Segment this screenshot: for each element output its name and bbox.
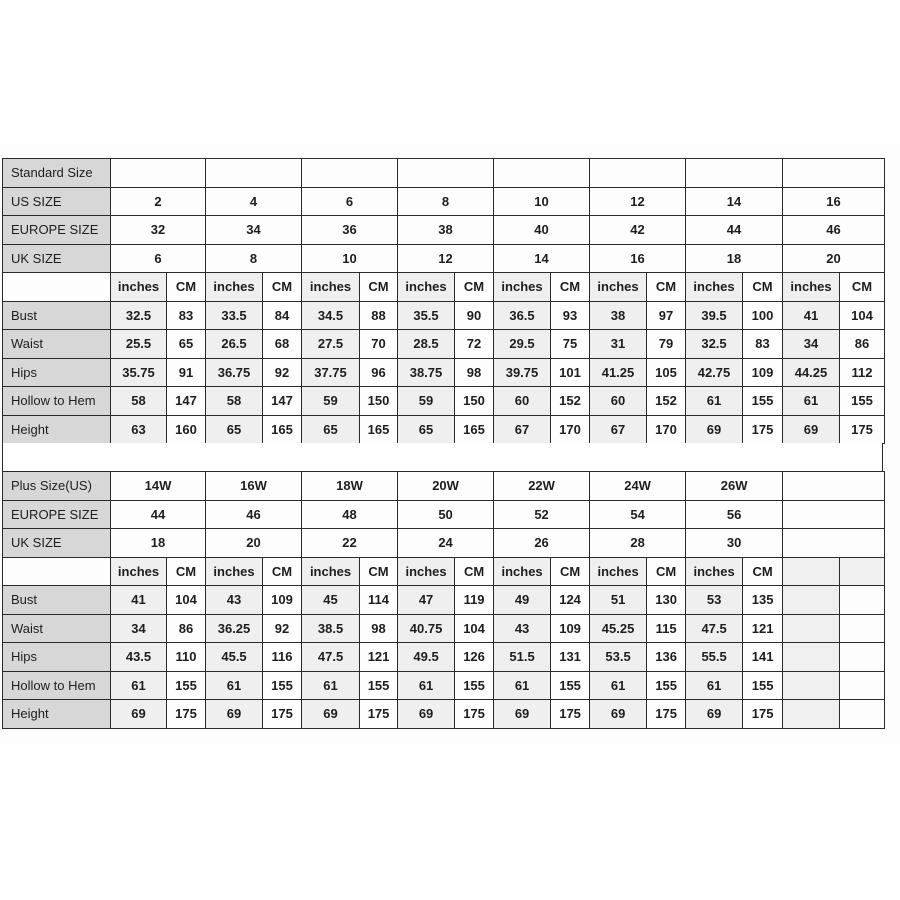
- inches-value: [783, 643, 840, 672]
- inches-value: 36.25: [206, 614, 263, 643]
- unit-cm-header: CM: [263, 273, 302, 302]
- unit-inches-header: inches: [686, 273, 743, 302]
- unit-inches-header: inches: [783, 273, 840, 302]
- unit-inches-header: inches: [494, 557, 551, 586]
- cm-value: 79: [647, 330, 686, 359]
- inches-value: 45.25: [590, 614, 647, 643]
- unit-inches-header: [783, 557, 840, 586]
- cm-value: 93: [551, 301, 590, 330]
- inches-value: 34.5: [302, 301, 360, 330]
- cm-value: 147: [263, 387, 302, 416]
- cm-value: 104: [167, 586, 206, 615]
- inches-value: 49.5: [398, 643, 455, 672]
- cm-value: 124: [551, 586, 590, 615]
- uk-size-cell: [783, 529, 885, 558]
- inches-value: 47.5: [686, 614, 743, 643]
- inches-value: 69: [111, 700, 167, 729]
- inches-value: 69: [206, 700, 263, 729]
- europe-size-cell: 44: [111, 500, 206, 529]
- cm-value: 90: [455, 301, 494, 330]
- inches-value: 37.75: [302, 358, 360, 387]
- uk-size-cell: 30: [686, 529, 783, 558]
- inches-value: 40.75: [398, 614, 455, 643]
- uk-size-row: [3, 244, 885, 273]
- inches-value: 43: [494, 614, 551, 643]
- inches-value: 61: [783, 387, 840, 416]
- unit-inches-header: inches: [302, 557, 360, 586]
- inches-value: 49: [494, 586, 551, 615]
- inches-value: 69: [398, 700, 455, 729]
- inches-value: 59: [398, 387, 455, 416]
- inches-value: 29.5: [494, 330, 551, 359]
- cm-value: 121: [743, 614, 783, 643]
- inches-value: 67: [590, 415, 647, 444]
- europe-size-cell: 48: [302, 500, 398, 529]
- measurement-row-hips: [3, 358, 885, 387]
- cm-value: 155: [551, 671, 590, 700]
- size-cell: [590, 159, 686, 188]
- size-cell: [783, 472, 885, 501]
- unit-cm-header: CM: [360, 273, 398, 302]
- inches-value: 42.75: [686, 358, 743, 387]
- inches-value: 61: [590, 671, 647, 700]
- cm-value: 175: [167, 700, 206, 729]
- inches-value: [783, 586, 840, 615]
- row-label: Bust: [3, 586, 111, 615]
- cm-value: 109: [551, 614, 590, 643]
- inches-value: 33.5: [206, 301, 263, 330]
- cm-value: 175: [455, 700, 494, 729]
- units-row: [3, 273, 885, 302]
- row-label: Standard Size: [3, 159, 111, 188]
- cm-value: 165: [263, 415, 302, 444]
- cm-value: 152: [551, 387, 590, 416]
- europe-size-cell: 54: [590, 500, 686, 529]
- uk-size-cell: 18: [686, 244, 783, 273]
- cm-value: 121: [360, 643, 398, 672]
- cm-value: 175: [743, 700, 783, 729]
- row-label: Plus Size(US): [3, 472, 111, 501]
- inches-value: 61: [686, 671, 743, 700]
- cm-value: 72: [455, 330, 494, 359]
- inches-value: 36.5: [494, 301, 551, 330]
- cm-value: 155: [840, 387, 885, 416]
- cm-value: 91: [167, 358, 206, 387]
- cm-value: 112: [840, 358, 885, 387]
- cm-value: 135: [743, 586, 783, 615]
- cm-value: 92: [263, 614, 302, 643]
- europe-size-cell: 46: [783, 216, 885, 245]
- europe-size-cell: 44: [686, 216, 783, 245]
- cm-value: 175: [840, 415, 885, 444]
- cm-value: 175: [551, 700, 590, 729]
- unit-inches-header: inches: [590, 557, 647, 586]
- europe-size-cell: 52: [494, 500, 590, 529]
- cm-value: [840, 643, 885, 672]
- blank-cell: [3, 273, 111, 302]
- unit-inches-header: inches: [111, 273, 167, 302]
- us-size-cell: 12: [590, 187, 686, 216]
- europe-size-cell: 32: [111, 216, 206, 245]
- unit-cm-header: CM: [360, 557, 398, 586]
- cm-value: 130: [647, 586, 686, 615]
- inches-value: 69: [302, 700, 360, 729]
- size-cell: 18W: [302, 472, 398, 501]
- size-cell: [783, 159, 885, 188]
- inches-value: 41.25: [590, 358, 647, 387]
- measurement-row-height: [3, 415, 885, 444]
- cm-value: 175: [647, 700, 686, 729]
- inches-value: [783, 671, 840, 700]
- cm-value: 155: [743, 387, 783, 416]
- cm-value: 105: [647, 358, 686, 387]
- plus-title-row: [3, 472, 885, 501]
- cm-value: 96: [360, 358, 398, 387]
- cm-value: 98: [455, 358, 494, 387]
- table-separator: [2, 443, 883, 471]
- europe-size-cell: 36: [302, 216, 398, 245]
- europe-size-cell: 56: [686, 500, 783, 529]
- unit-cm-header: CM: [743, 557, 783, 586]
- cm-value: 155: [455, 671, 494, 700]
- cm-value: 165: [360, 415, 398, 444]
- inches-value: 55.5: [686, 643, 743, 672]
- unit-inches-header: inches: [206, 557, 263, 586]
- unit-cm-header: CM: [551, 273, 590, 302]
- cm-value: [840, 671, 885, 700]
- cm-value: 160: [167, 415, 206, 444]
- size-cell: 24W: [590, 472, 686, 501]
- inches-value: 38: [590, 301, 647, 330]
- unit-cm-header: CM: [167, 557, 206, 586]
- us-size-cell: 4: [206, 187, 302, 216]
- measurement-row-bust: [3, 586, 885, 615]
- row-label: Waist: [3, 330, 111, 359]
- size-cell: 16W: [206, 472, 302, 501]
- inches-value: 51.5: [494, 643, 551, 672]
- cm-value: 109: [743, 358, 783, 387]
- inches-value: 61: [206, 671, 263, 700]
- row-label: Hollow to Hem: [3, 387, 111, 416]
- inches-value: 61: [111, 671, 167, 700]
- inches-value: 27.5: [302, 330, 360, 359]
- inches-value: 39.75: [494, 358, 551, 387]
- unit-inches-header: inches: [302, 273, 360, 302]
- inches-value: 65: [398, 415, 455, 444]
- size-cell: [494, 159, 590, 188]
- standard-title-row: [3, 159, 885, 188]
- size-cell: [686, 159, 783, 188]
- row-label: UK SIZE: [3, 244, 111, 273]
- inches-value: 39.5: [686, 301, 743, 330]
- uk-size-cell: 8: [206, 244, 302, 273]
- cm-value: 170: [551, 415, 590, 444]
- uk-size-row: [3, 529, 885, 558]
- us-size-cell: 16: [783, 187, 885, 216]
- size-cell: [206, 159, 302, 188]
- unit-inches-header: inches: [494, 273, 551, 302]
- inches-value: 59: [302, 387, 360, 416]
- europe-size-cell: 34: [206, 216, 302, 245]
- measurement-row-waist: [3, 614, 885, 643]
- cm-value: 86: [840, 330, 885, 359]
- cm-value: 170: [647, 415, 686, 444]
- us-size-cell: 6: [302, 187, 398, 216]
- unit-cm-header: CM: [743, 273, 783, 302]
- europe-size-cell: [783, 500, 885, 529]
- row-label: UK SIZE: [3, 529, 111, 558]
- uk-size-cell: 24: [398, 529, 494, 558]
- inches-value: 65: [206, 415, 263, 444]
- unit-cm-header: CM: [167, 273, 206, 302]
- cm-value: 155: [263, 671, 302, 700]
- inches-value: 44.25: [783, 358, 840, 387]
- row-label: Waist: [3, 614, 111, 643]
- inches-value: [783, 614, 840, 643]
- inches-value: 69: [590, 700, 647, 729]
- unit-inches-header: inches: [686, 557, 743, 586]
- size-cell: 22W: [494, 472, 590, 501]
- inches-value: 41: [783, 301, 840, 330]
- blank-cell: [3, 557, 111, 586]
- uk-size-cell: 20: [206, 529, 302, 558]
- cm-value: [840, 700, 885, 729]
- inches-value: 38.5: [302, 614, 360, 643]
- inches-value: 34: [111, 614, 167, 643]
- cm-value: 150: [360, 387, 398, 416]
- cm-value: 119: [455, 586, 494, 615]
- cm-value: 152: [647, 387, 686, 416]
- inches-value: 69: [686, 700, 743, 729]
- us-size-cell: 2: [111, 187, 206, 216]
- row-label: Hips: [3, 358, 111, 387]
- size-cell: 14W: [111, 472, 206, 501]
- unit-cm-header: CM: [263, 557, 302, 586]
- cm-value: 131: [551, 643, 590, 672]
- cm-value: 101: [551, 358, 590, 387]
- size-cell: 20W: [398, 472, 494, 501]
- cm-value: 141: [743, 643, 783, 672]
- inches-value: 67: [494, 415, 551, 444]
- cm-value: 86: [167, 614, 206, 643]
- europe-size-cell: 50: [398, 500, 494, 529]
- cm-value: 175: [743, 415, 783, 444]
- measurement-row-bust: [3, 301, 885, 330]
- inches-value: 53.5: [590, 643, 647, 672]
- unit-cm-header: CM: [647, 273, 686, 302]
- europe-size-cell: 40: [494, 216, 590, 245]
- cm-value: 83: [743, 330, 783, 359]
- cm-value: [840, 614, 885, 643]
- unit-inches-header: inches: [111, 557, 167, 586]
- plus-size-table: [2, 471, 885, 729]
- row-label: EUROPE SIZE: [3, 500, 111, 529]
- units-row: [3, 557, 885, 586]
- cm-value: 150: [455, 387, 494, 416]
- inches-value: 45.5: [206, 643, 263, 672]
- inches-value: 32.5: [111, 301, 167, 330]
- size-cell: [398, 159, 494, 188]
- cm-value: 104: [840, 301, 885, 330]
- cm-value: 155: [360, 671, 398, 700]
- europe-size-row: [3, 500, 885, 529]
- unit-cm-header: CM: [840, 273, 885, 302]
- cm-value: 84: [263, 301, 302, 330]
- inches-value: 61: [494, 671, 551, 700]
- uk-size-cell: 18: [111, 529, 206, 558]
- cm-value: 65: [167, 330, 206, 359]
- cm-value: 83: [167, 301, 206, 330]
- inches-value: 69: [783, 415, 840, 444]
- inches-value: 43.5: [111, 643, 167, 672]
- cm-value: 110: [167, 643, 206, 672]
- measurement-row-waist: [3, 330, 885, 359]
- inches-value: 47.5: [302, 643, 360, 672]
- europe-size-row: [3, 216, 885, 245]
- uk-size-cell: 6: [111, 244, 206, 273]
- inches-value: 53: [686, 586, 743, 615]
- inches-value: 41: [111, 586, 167, 615]
- cm-value: 100: [743, 301, 783, 330]
- inches-value: 63: [111, 415, 167, 444]
- row-label: US SIZE: [3, 187, 111, 216]
- uk-size-cell: 14: [494, 244, 590, 273]
- measurement-row-height: [3, 700, 885, 729]
- cm-value: 165: [455, 415, 494, 444]
- cm-value: 114: [360, 586, 398, 615]
- inches-value: 61: [302, 671, 360, 700]
- cm-value: 70: [360, 330, 398, 359]
- size-cell: 26W: [686, 472, 783, 501]
- row-label: Height: [3, 700, 111, 729]
- size-cell: [302, 159, 398, 188]
- uk-size-cell: 28: [590, 529, 686, 558]
- us-size-cell: 10: [494, 187, 590, 216]
- cm-value: 155: [743, 671, 783, 700]
- inches-value: 58: [111, 387, 167, 416]
- unit-inches-header: inches: [590, 273, 647, 302]
- cm-value: 116: [263, 643, 302, 672]
- unit-cm-header: [840, 557, 885, 586]
- cm-value: 68: [263, 330, 302, 359]
- us-size-cell: 14: [686, 187, 783, 216]
- cm-value: 136: [647, 643, 686, 672]
- cm-value: 104: [455, 614, 494, 643]
- uk-size-cell: 20: [783, 244, 885, 273]
- cm-value: 92: [263, 358, 302, 387]
- unit-cm-header: CM: [455, 557, 494, 586]
- uk-size-cell: 16: [590, 244, 686, 273]
- inches-value: 51: [590, 586, 647, 615]
- unit-cm-header: CM: [647, 557, 686, 586]
- inches-value: 69: [686, 415, 743, 444]
- inches-value: 58: [206, 387, 263, 416]
- measurement-row-hips: [3, 643, 885, 672]
- inches-value: 25.5: [111, 330, 167, 359]
- inches-value: 60: [590, 387, 647, 416]
- cm-value: 147: [167, 387, 206, 416]
- inches-value: 69: [494, 700, 551, 729]
- uk-size-cell: 26: [494, 529, 590, 558]
- uk-size-cell: 22: [302, 529, 398, 558]
- cm-value: 126: [455, 643, 494, 672]
- cm-value: [840, 586, 885, 615]
- inches-value: 35.5: [398, 301, 455, 330]
- inches-value: 60: [494, 387, 551, 416]
- inches-value: 34: [783, 330, 840, 359]
- unit-cm-header: CM: [551, 557, 590, 586]
- cm-value: 155: [167, 671, 206, 700]
- uk-size-cell: 10: [302, 244, 398, 273]
- inches-value: 61: [686, 387, 743, 416]
- standard-size-table: [2, 158, 885, 444]
- inches-value: 35.75: [111, 358, 167, 387]
- unit-cm-header: CM: [455, 273, 494, 302]
- size-cell: [111, 159, 206, 188]
- inches-value: 47: [398, 586, 455, 615]
- row-label: Height: [3, 415, 111, 444]
- cm-value: 88: [360, 301, 398, 330]
- inches-value: 36.75: [206, 358, 263, 387]
- unit-inches-header: inches: [398, 557, 455, 586]
- row-label: Hips: [3, 643, 111, 672]
- row-label: Hollow to Hem: [3, 671, 111, 700]
- us-size-cell: 8: [398, 187, 494, 216]
- inches-value: 26.5: [206, 330, 263, 359]
- cm-value: 115: [647, 614, 686, 643]
- unit-inches-header: inches: [206, 273, 263, 302]
- cm-value: 97: [647, 301, 686, 330]
- us-size-row: [3, 187, 885, 216]
- inches-value: 31: [590, 330, 647, 359]
- row-label: Bust: [3, 301, 111, 330]
- europe-size-cell: 46: [206, 500, 302, 529]
- cm-value: 155: [647, 671, 686, 700]
- europe-size-cell: 38: [398, 216, 494, 245]
- unit-inches-header: inches: [398, 273, 455, 302]
- cm-value: 75: [551, 330, 590, 359]
- measurement-row-hollow-to-hem: [3, 671, 885, 700]
- cm-value: 109: [263, 586, 302, 615]
- inches-value: 43: [206, 586, 263, 615]
- inches-value: 45: [302, 586, 360, 615]
- inches-value: 65: [302, 415, 360, 444]
- inches-value: 61: [398, 671, 455, 700]
- inches-value: [783, 700, 840, 729]
- cm-value: 175: [360, 700, 398, 729]
- measurement-row-hollow-to-hem: [3, 387, 885, 416]
- inches-value: 28.5: [398, 330, 455, 359]
- uk-size-cell: 12: [398, 244, 494, 273]
- row-label: EUROPE SIZE: [3, 216, 111, 245]
- inches-value: 38.75: [398, 358, 455, 387]
- europe-size-cell: 42: [590, 216, 686, 245]
- inches-value: 32.5: [686, 330, 743, 359]
- cm-value: 98: [360, 614, 398, 643]
- cm-value: 175: [263, 700, 302, 729]
